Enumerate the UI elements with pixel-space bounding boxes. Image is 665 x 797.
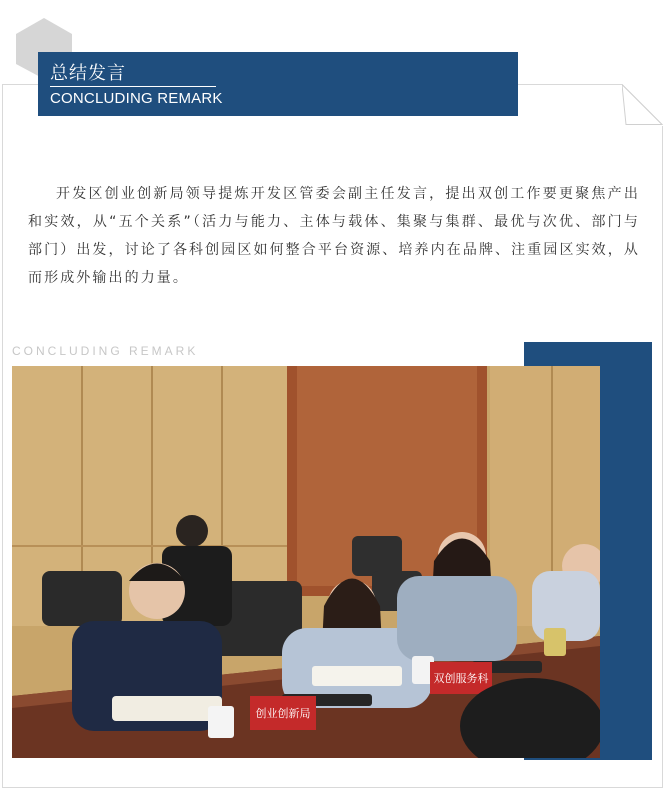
meeting-photo xyxy=(12,366,600,758)
nameplate-left: 创业创新局 xyxy=(255,707,311,720)
frame-left-line xyxy=(2,84,3,788)
section-title: 总结发言 xyxy=(50,63,126,84)
watermark-text: CONCLUDING REMARK xyxy=(12,344,199,358)
page-fold-icon xyxy=(622,84,665,128)
nameplate-right: 双创服务科 xyxy=(433,672,489,685)
frame-right-line xyxy=(662,126,663,788)
section-header xyxy=(38,52,518,116)
frame-bottom-line xyxy=(2,787,663,788)
header-divider xyxy=(50,86,216,87)
frame-top-right-line xyxy=(518,84,622,85)
section-subtitle: CONCLUDING REMARK xyxy=(50,90,223,107)
frame-top-left-line xyxy=(2,84,38,85)
summary-paragraph: 开发区创业创新局领导提炼开发区管委会副主任发言，提出双创工作要更聚焦产出和实效，从“五个关系”（活力与能力、主体与载体、集聚与集群、最优与次优、部门与部门）出发，讨论了各科创园区如何整合平台资源、培养内在品牌、注重园区实效，从而形成外输出的力量。 xyxy=(28,186,640,286)
